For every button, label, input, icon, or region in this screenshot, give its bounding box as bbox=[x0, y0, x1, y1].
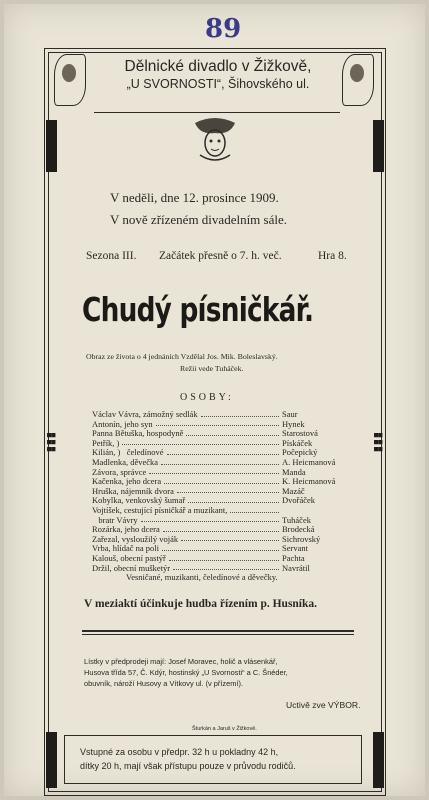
cast-row bbox=[92, 429, 354, 439]
cast-actor: Pachta bbox=[282, 552, 305, 563]
header bbox=[98, 58, 338, 91]
separator-rule-thin bbox=[82, 634, 354, 635]
admission-box bbox=[64, 735, 362, 784]
page-number: 89 bbox=[205, 14, 242, 44]
dot-leader bbox=[186, 429, 279, 436]
tickets-line-3: obuvník, nároží Husovy a Vítkovy ul. (v přízemí). bbox=[84, 679, 243, 688]
cast-actor: Dvořáček bbox=[282, 495, 316, 506]
cast-role: bratr Vávry bbox=[92, 514, 138, 525]
cast-actor: A. Heicmanová bbox=[282, 456, 336, 467]
cast-role: Kilián, ) čeledínové bbox=[92, 447, 164, 458]
venue-name: „U SVORNOSTI“, Šihovského ul. bbox=[126, 77, 310, 91]
right-band-bottom bbox=[373, 732, 384, 788]
right-dot-grid-icon: ■■ ■■ ■■ bbox=[374, 431, 383, 453]
dot-leader bbox=[230, 506, 279, 513]
separator-rule bbox=[82, 630, 354, 632]
cast-actor: Saur bbox=[282, 409, 298, 419]
play-number: Hra 8. bbox=[318, 250, 347, 262]
cast-actor: Navrátil bbox=[282, 562, 310, 573]
cast-role: Zařezal, vysloužilý voják bbox=[92, 533, 179, 544]
right-corner-portrait-icon bbox=[338, 50, 378, 110]
dot-leader bbox=[169, 554, 279, 561]
cast-role: Kalouš, obecní pastýř bbox=[92, 552, 166, 563]
music-line: V meziaktí účinkuje hudba řízením p. Husníka. bbox=[84, 598, 318, 610]
mask-ornament-icon bbox=[190, 113, 240, 165]
admission-line-2: dítky 20 h, mají však přístupu pouze v průvodu rodičů. bbox=[80, 761, 296, 771]
dot-leader bbox=[201, 410, 279, 417]
cast-list bbox=[92, 410, 354, 573]
left-band-top bbox=[46, 120, 57, 172]
cast-role: Petřík, ) bbox=[92, 437, 120, 448]
cast-actor: Mazáč bbox=[282, 485, 305, 496]
dot-leader bbox=[156, 420, 279, 427]
cast-actor: Starostová bbox=[282, 428, 318, 439]
dot-leader bbox=[162, 544, 279, 551]
dot-leader bbox=[181, 535, 279, 542]
cast-actor: Servant bbox=[282, 543, 308, 554]
cast-role: Antonín, jeho syn bbox=[92, 418, 153, 429]
admission-line-1: Vstupné za osobu v předpr. 32 h u pokladny 42 h, bbox=[80, 747, 279, 757]
cast-role: Rozárka, jeho dcera bbox=[92, 524, 160, 535]
tickets-line-2: Husova třída 57, Č. Kdýr, hostinský „U Svornosti“ a C. Šnéder, bbox=[84, 668, 288, 677]
cast-role: Držil, obecní mušketýr bbox=[92, 562, 171, 573]
cast-actor: Počepický bbox=[282, 447, 318, 458]
play-subtitle: Obraz ze života o 4 jednáních Vzdělal Jos. Mik. Boleslavský. bbox=[86, 352, 278, 361]
dot-leader bbox=[163, 525, 279, 532]
date-line: V neděli, dne 12. prosince 1909. bbox=[110, 190, 279, 205]
printer-line: Šturkán a Jaruš v Žižkově. bbox=[192, 726, 257, 732]
dot-leader bbox=[164, 477, 279, 484]
cast-role: Kačenka, jeho dcera bbox=[92, 476, 162, 487]
start-time: Začátek přesně o 7. h. več. bbox=[159, 250, 282, 262]
right-band-top bbox=[373, 120, 384, 172]
hall-line: V nově zřízeném divadelním sále. bbox=[110, 212, 288, 227]
cast-actor: Hynek bbox=[282, 418, 305, 429]
play-title: Chudý písničkář. bbox=[82, 290, 314, 329]
cast-actor: Sichrovský bbox=[282, 533, 321, 544]
cast-actor: Pískáček bbox=[282, 437, 313, 448]
cast-role: Panna Bětuška, hospodyně bbox=[92, 428, 184, 439]
season-label: Sezona III. bbox=[86, 250, 137, 262]
invite-line: Uctivě zve VÝBOR. bbox=[286, 700, 361, 710]
cast-actor: Brodecká bbox=[282, 524, 315, 535]
theatre-name: Dělnické divadlo v Žižkově, bbox=[124, 58, 312, 75]
dot-leader bbox=[177, 487, 279, 494]
cast-actor: Manda bbox=[282, 466, 306, 477]
left-band-bottom bbox=[46, 732, 57, 788]
cast-role: Vojtíšek, cestující písničkář a muzikant, bbox=[92, 504, 228, 515]
cast-role: Kobylka, venkovský šumař bbox=[92, 495, 186, 506]
left-corner-portrait-icon bbox=[50, 50, 90, 110]
cast-role: Madlenka, děvečka bbox=[92, 456, 159, 467]
left-dot-grid-icon: ■■ ■■ ■■ bbox=[47, 431, 56, 453]
director-line: Režii vede Tuháček. bbox=[180, 364, 244, 373]
dot-leader bbox=[122, 439, 279, 446]
dot-leader bbox=[141, 516, 279, 523]
cast-role: Hruška, nájemník dvora bbox=[92, 485, 174, 496]
cast-actor: K. Heicmanová bbox=[282, 476, 336, 487]
cast-role: Vrba, hlídač na poli bbox=[92, 543, 159, 554]
cast-actor: Tuháček bbox=[282, 514, 311, 525]
cast-role: Václav Vávra, zámožný sedlák bbox=[92, 409, 198, 419]
dot-leader bbox=[149, 468, 279, 475]
dot-leader bbox=[188, 496, 279, 503]
cast-heading: OSOBY: bbox=[180, 392, 234, 403]
extras-line: Vesničané, muzikanti, čeledínové a děvečky. bbox=[126, 572, 278, 582]
dot-leader bbox=[173, 564, 279, 571]
dot-leader bbox=[167, 448, 279, 455]
dot-leader bbox=[161, 458, 279, 465]
cast-role: Závora, správce bbox=[92, 466, 147, 477]
tickets-line-1: Lístky v předprodeji mají: Josef Moravec, holič a vlásenkář, bbox=[84, 657, 278, 666]
